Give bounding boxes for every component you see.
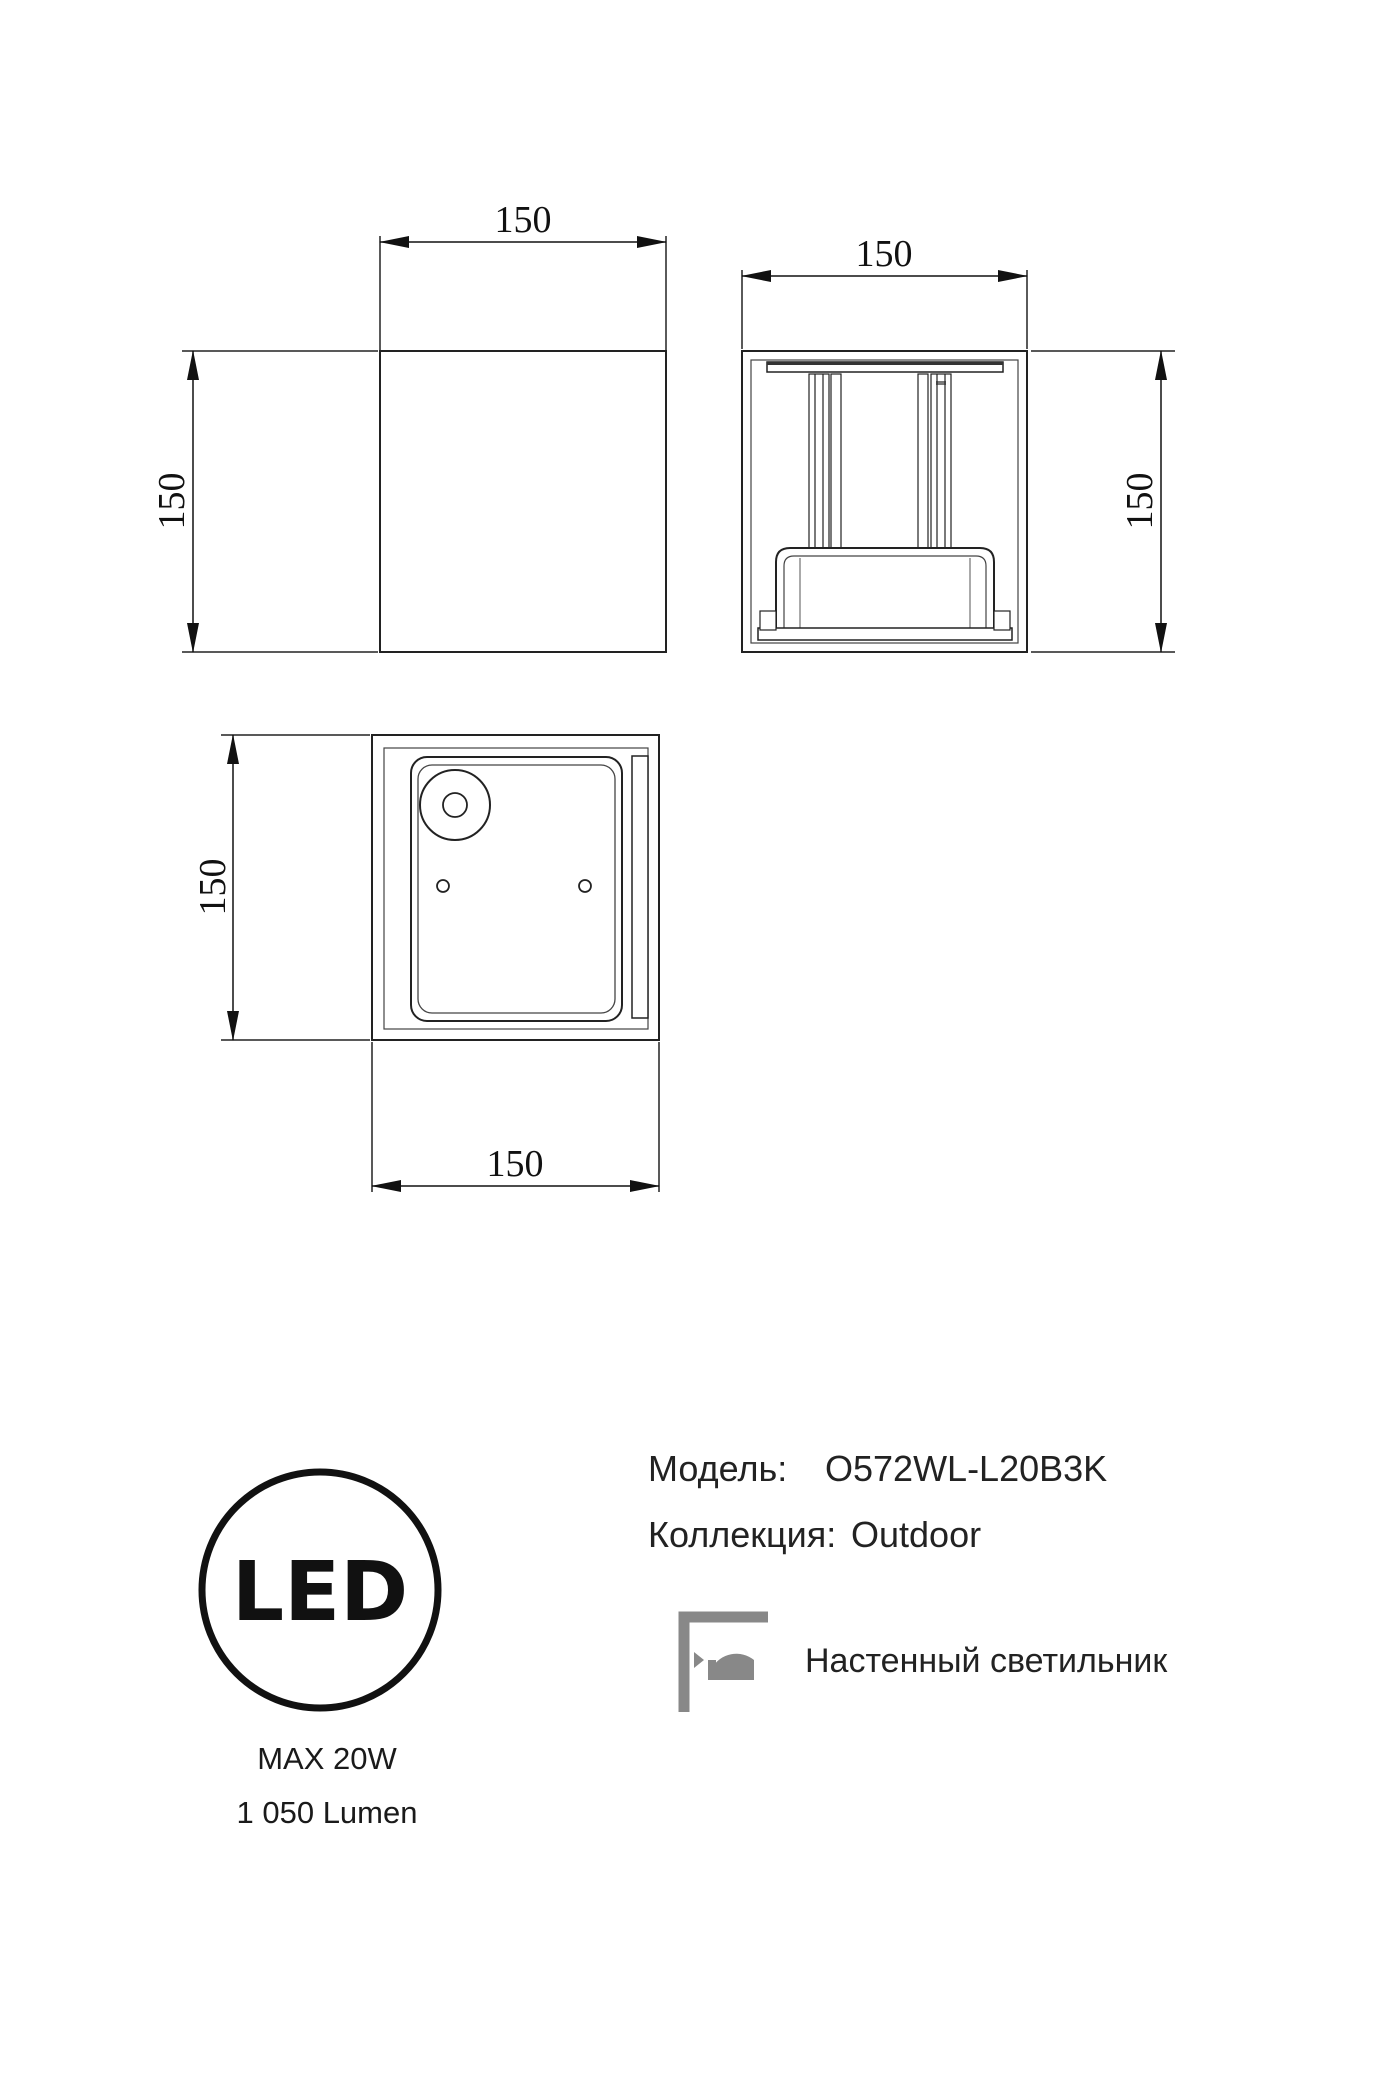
model-label: Модель: (648, 1448, 788, 1489)
side-view (742, 233, 1175, 652)
side-housing (776, 548, 994, 630)
front-height-label: 150 (151, 472, 193, 530)
wall-lamp-shade (712, 1654, 754, 1680)
side-posts (809, 374, 951, 550)
side-width-label: 150 (855, 233, 913, 275)
led-lumen: 1 050 Lumen (236, 1795, 418, 1830)
collection-value: Outdoor (851, 1514, 982, 1555)
wall-lamp-icon (684, 1617, 768, 1712)
back-height-label: 150 (192, 858, 234, 916)
front-view-body (380, 351, 666, 652)
model-value: O572WL-L20B3K (825, 1448, 1108, 1489)
back-width-label: 150 (486, 1143, 544, 1185)
side-height-label: 150 (1119, 472, 1161, 530)
side-base-plate (758, 628, 1012, 640)
front-width-label: 150 (494, 199, 552, 241)
front-view (151, 199, 666, 652)
product-type-text: Настенный светильник (805, 1642, 1168, 1680)
led-logo-text: LED (231, 1545, 409, 1640)
back-right-rail (632, 756, 648, 1018)
led-power: MAX 20W (257, 1741, 397, 1776)
led-badge (202, 1472, 438, 1708)
back-view (192, 735, 659, 1192)
collection-label: Коллекция: (648, 1514, 837, 1555)
